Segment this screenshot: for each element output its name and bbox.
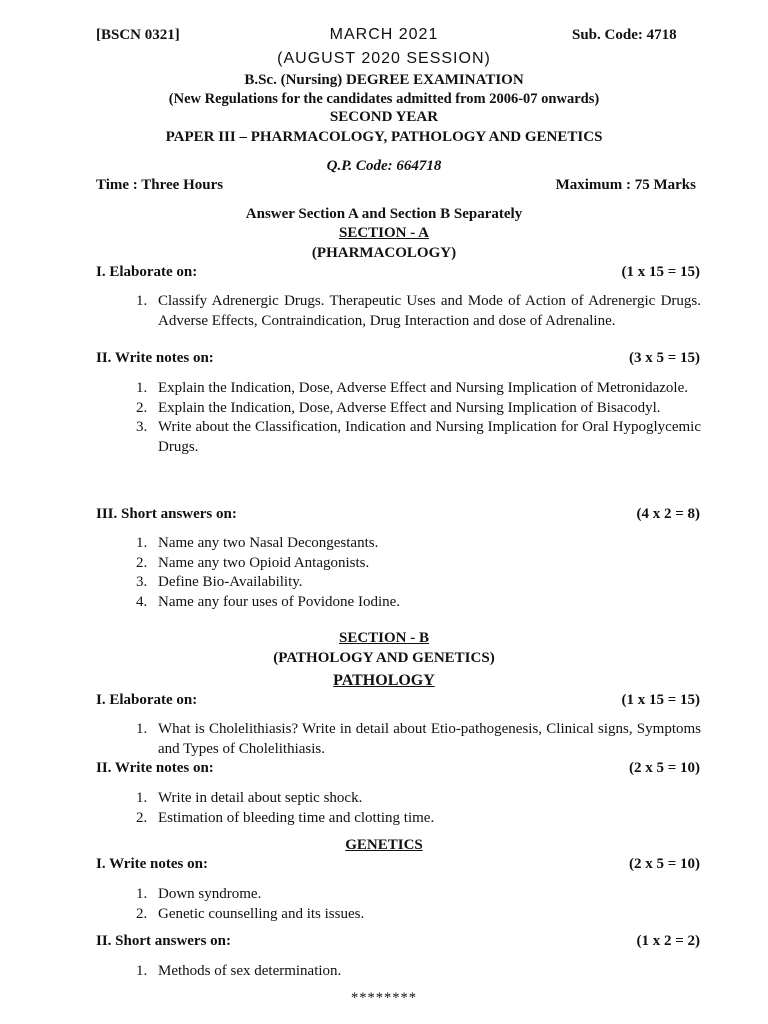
question-heading: I. Write notes on: xyxy=(96,856,208,872)
year-title: SECOND YEAR xyxy=(329,109,439,125)
subject-code: Sub. Code: 4718 xyxy=(572,27,677,43)
question-list xyxy=(136,962,701,982)
exam-session: (AUGUST 2020 SESSION) xyxy=(277,50,491,67)
question-heading: I. Elaborate on: xyxy=(96,264,198,280)
list-item: 2. Genetic counselling and its issues. xyxy=(136,905,365,922)
qp-code: Q.P. Code: 664718 xyxy=(326,158,442,174)
regulations-note: (New Regulations for the candidates admitted from 2006-07 onwards) xyxy=(168,91,600,107)
exam-time: Time : Three Hours xyxy=(96,177,224,193)
section-a-title: SECTION - A xyxy=(338,225,430,241)
end-of-paper-mark: ******** xyxy=(351,990,417,1006)
list-item: 1. What is Cholelithiasis? Write in detail about Etio-pathogenesis, Clinical signs, Symptoms and Types of Cholelithiasis. xyxy=(136,721,701,757)
pathology-title: PATHOLOGY xyxy=(333,672,435,689)
list-item: 1. Down syndrome. xyxy=(136,886,262,902)
list-item: 1. Methods of sex determination. xyxy=(136,963,342,979)
question-list xyxy=(136,534,701,612)
list-item: 3. Write about the Classification, Indication and Nursing Implication for Oral Hypoglycemic Drugs. xyxy=(136,419,701,455)
question-heading: I. Elaborate on: xyxy=(96,692,198,708)
question-marks: (1 x 15 = 15) xyxy=(621,692,700,708)
list-item: 4. Name any four uses of Povidone Iodine. xyxy=(136,593,401,610)
max-marks: Maximum : 75 Marks xyxy=(555,177,696,193)
genetics-title: GENETICS xyxy=(345,837,423,853)
question-heading: III. Short answers on: xyxy=(96,506,237,522)
question-heading: II. Write notes on: xyxy=(96,760,214,776)
list-item: 1. Name any two Nasal Decongestants. xyxy=(136,535,379,551)
exam-code: [BSCN 0321] xyxy=(96,27,180,43)
list-item: 2. Explain the Indication, Dose, Adverse Effect and Nursing Implication of Bisacodyl. xyxy=(136,399,661,416)
section-b-subtitle: (PATHOLOGY AND GENETICS) xyxy=(273,650,495,666)
question-list xyxy=(136,789,701,828)
section-a-subtitle: (PHARMACOLOGY) xyxy=(311,245,457,261)
list-item: 1. Explain the Indication, Dose, Adverse Effect and Nursing Implication of Metronidazole. xyxy=(136,380,688,396)
paper-title: PAPER III – PHARMACOLOGY, PATHOLOGY AND GENETICS xyxy=(165,129,603,145)
question-marks: (2 x 5 = 10) xyxy=(628,760,700,776)
question-list xyxy=(136,885,701,924)
question-marks: (3 x 5 = 15) xyxy=(628,350,700,366)
degree-title: B.Sc. (Nursing) DEGREE EXAMINATION xyxy=(244,72,524,88)
list-item: 1. Classify Adrenergic Drugs. Therapeutic Uses and Mode of Action of Adrenergic Drugs. Adverse Effects, Contraindication, Drug Interaction and dose of Adrenaline. xyxy=(136,293,701,329)
question-list xyxy=(136,292,701,331)
question-list xyxy=(136,720,701,759)
section-b-title: SECTION - B xyxy=(338,630,430,646)
question-marks: (2 x 5 = 10) xyxy=(628,856,700,872)
question-marks: (1 x 2 = 2) xyxy=(636,933,700,949)
question-heading: II. Write notes on: xyxy=(96,350,214,366)
instruction: Answer Section A and Section B Separately xyxy=(245,206,523,222)
question-marks: (4 x 2 = 8) xyxy=(636,506,700,522)
question-heading: II. Short answers on: xyxy=(96,933,232,949)
question-list xyxy=(136,379,701,457)
list-item: 1. Write in detail about septic shock. xyxy=(136,790,363,806)
question-marks: (1 x 15 = 15) xyxy=(621,264,700,280)
list-item: 2. Name any two Opioid Antagonists. xyxy=(136,554,370,571)
list-item: 2. Estimation of bleeding time and clotting time. xyxy=(136,809,435,826)
exam-month: MARCH 2021 xyxy=(329,26,439,43)
list-item: 3. Define Bio-Availability. xyxy=(136,574,303,590)
